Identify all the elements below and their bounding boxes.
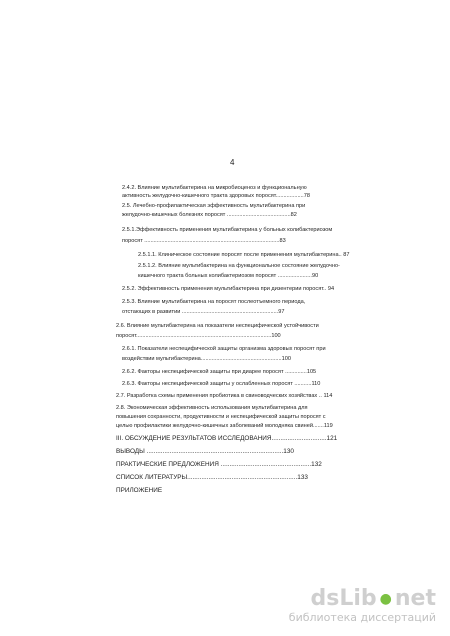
- page-number: 4: [230, 158, 235, 167]
- toc-line: III. ОБСУЖДЕНИЕ РЕЗУЛЬТАТОВ ИССЛЕДОВАНИЯ...............................121: [116, 435, 338, 442]
- toc-line: 2.5.3. Влияние мультибактерина на поросят послеотъемного периода,: [122, 299, 306, 305]
- watermark-logo: [289, 587, 436, 611]
- toc-line: поросят.......................................................................................100: [116, 333, 281, 339]
- toc-line: отстающих в развитии ..............................................................97: [122, 309, 285, 315]
- toc-line: желудочно-кишечных болезнях поросят .........................................82: [122, 212, 297, 218]
- toc-line: повышения сохранности, продуктивности и неспецифической защиты поросят с: [116, 414, 326, 420]
- toc-line: кишечного тракта больных колибактериозом поросят ......................90: [138, 273, 319, 279]
- toc-line: 2.8. Экономическая эффективность использования мультибактерина для: [116, 405, 308, 411]
- watermark-dot-icon: ●: [379, 591, 392, 607]
- toc-line: воздействии мультибактерина....................................................100: [122, 356, 291, 362]
- toc-line: 2.5.2. Эффективность применения мультибактерина при дизентерии поросят.. 94: [122, 286, 335, 292]
- toc-line: 2.5.1.1. Клиническое состояние поросят после применения мультибактерина.. 87: [138, 252, 350, 258]
- toc-line: поросят .......................................................................................83: [122, 238, 286, 244]
- toc-line: 2.6.3. Факторы неспецифической защиты у ослабленных поросят ...........110: [122, 381, 321, 387]
- toc-line: 2.7. Разработка схемы применения пробиотика в свиноводческих хозяйствах .. 114: [116, 393, 333, 399]
- toc-line: СПИСОК ЛИТЕРАТУРЫ..............................................................133: [116, 474, 308, 481]
- toc-line: целью профилактики желудочно-кишечных заболеваний молодняка свиней.......119: [116, 423, 333, 429]
- toc-line: 2.6.2. Факторы неспецифической защиты при диарее поросят ..............105: [122, 369, 317, 375]
- toc-line: ПРАКТИЧЕСКИЕ ПРЕДЛОЖЕНИЯ ...................................................132: [116, 461, 322, 468]
- watermark-brand-left: dsLib: [310, 586, 377, 611]
- toc-line: 2.5.1.Эффективность применения мультибактерина у больных колибактериозом: [122, 227, 333, 233]
- toc-line: активность желудочно-кишечного тракта здоровых поросят..................78: [122, 193, 310, 199]
- toc-line: 2.6. Влияние мультибактерина на показатели неспецифической устойчивости: [116, 323, 319, 329]
- watermark-brand-right: net: [394, 586, 436, 611]
- toc-line: ВЫВОДЫ .............................................................................130: [116, 448, 294, 455]
- watermark: [289, 587, 436, 624]
- toc-line: 2.4.2. Влияние мультибактерина на микробиоценоз и функциональную: [122, 185, 307, 191]
- watermark-subtitle: библиотека диссертаций: [288, 611, 436, 624]
- toc-line: 2.6.1. Показатели неспецифической защиты организма здоровых поросят при: [122, 346, 326, 352]
- toc-line: 2.5. Лечебно-профилактическая эффективность мультибактерина при: [122, 203, 306, 209]
- toc-line: 2.5.1.2. Влияние мультибактерина на функциональное состояние желудочно-: [138, 263, 340, 269]
- toc-line: ПРИЛОЖЕНИЕ: [116, 487, 163, 494]
